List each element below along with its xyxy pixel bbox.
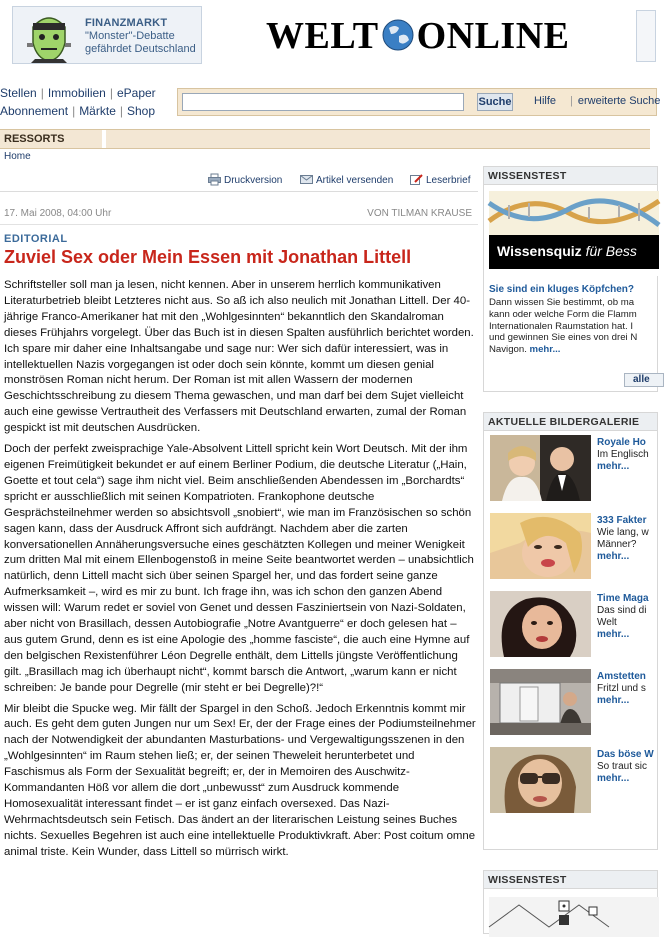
gallery-item[interactable] (490, 513, 665, 583)
right-ad-edge[interactable] (636, 10, 656, 62)
top-banner (0, 0, 650, 70)
ad-title: FINANZMARKT (85, 17, 168, 29)
breadcrumb-home[interactable]: Home (4, 151, 31, 162)
ad-line-1: "Monster"-Debatte (85, 30, 175, 42)
send-label: Artikel versenden (316, 175, 394, 186)
gallery-more-link[interactable]: mehr... (597, 629, 630, 640)
gallery-box-heading: AKTUELLE BILDERGALERIE (484, 413, 657, 431)
nav-link-abonnement[interactable]: Abonnement (0, 104, 69, 118)
monster-face-icon (21, 9, 77, 63)
gallery-text-line: Männer? (597, 539, 637, 550)
gallery-text-line: Das sind di (597, 605, 647, 616)
quiz-teaser-image[interactable] (489, 191, 659, 276)
gallery-item[interactable] (490, 747, 665, 817)
service-links: Stellen | Immobilien | ePaper Abonnement | Märkte | Shop (0, 86, 156, 118)
quiz2-box-heading: WISSENSTEST (484, 871, 657, 889)
ad-text (85, 17, 196, 56)
nav-link-maerkte[interactable]: Märkte (79, 104, 116, 118)
blonde-woman-thumbnail (490, 513, 591, 579)
welt-online-logo[interactable] (266, 14, 569, 58)
gallery-title[interactable]: Das böse W (597, 749, 654, 760)
gallery-more-link[interactable]: mehr... (597, 461, 630, 472)
envelope-icon (300, 174, 313, 185)
pencil-note-icon (410, 174, 423, 185)
nav-link-stellen[interactable]: Stellen (0, 86, 37, 100)
search-bar (177, 88, 661, 116)
nav-link-immobilien[interactable]: Immobilien (47, 86, 106, 100)
search-button[interactable]: Suche (477, 93, 513, 111)
globe-icon (381, 18, 415, 52)
article-headline: Zuviel Sex oder Mein Essen mit Jonathan Littell (4, 247, 412, 267)
gallery-item[interactable] (490, 591, 665, 661)
article-paragraph: Doch der perfekt zweisprachige Yale-Absolvent Littell spricht kein Wort Deutsch. Mit der ihm eigenen Freimütigkeit bekundet er auf einem Berliner Podium, die deutsche Literatur („Hain, Goette et tout cela“) sage ihm nicht viel. Beim anschließenden Abendessen im „Borchardts“ spricht er ausschließlich mit seinen Kompatrioten. Frankophone deutsche Gesprächsteilnehmer werden so absichtsvoll „snobiert“, wie man im Französischen so schön sagen kann, dass der Ausdruck Affront sich aufdrängt. Nachdem aber die zarten konversationellen Annäherungsversuche eines geschätzten Kollegen und meiner Wenigkeit zum dritten Mal mit einem Ellenbogenstoß in meine Seite beantwortet werden – unabsichtlich natürlich, denn Littell macht sich über seinen Spargel her, und das fordert seine ganze Aufmerksamkeit –, wird es mir zu bunt. Ich frage ihn, was ich schon den ganzen Abend wissen will: Warum redet er soviel von Genet und dessen Fasziniertsein von Nazi-Soldaten, aber nicht von Brasillach, dessen Autobiografie „Notre Avantguerre“ er doch gelesen hat – aus gutem Grund, denn es ist eine Apologie des „homme fasciste“, die auch eine Hymne auf den belgischen Rexistenführer Léon Degrelle enthält, dem Littells jüngste Veröffentlichung gilt. „Brasillach mag ich überhaupt nicht“, kommt barsch die Antwort, „warum kann er nicht schreiben: Je bande pour Degrelle (mir steht er bei Degrelle)?!“ (4, 443, 474, 694)
send-article-link[interactable] (300, 174, 393, 186)
gallery-item[interactable] (490, 669, 665, 739)
quiz-more-link[interactable]: mehr... (529, 344, 561, 356)
article-kicker: EDITORIAL (4, 233, 68, 245)
gallery-text-line: Wie lang, w (597, 527, 649, 538)
dna-helix-image (489, 191, 659, 235)
article-author: VON TILMAN KRAUSE (367, 208, 472, 219)
letter-label: Leserbrief (426, 175, 471, 186)
gallery-text (597, 527, 649, 551)
meta-divider (0, 224, 478, 225)
quiz-puzzle-image[interactable] (489, 897, 659, 937)
wedding-photo-thumbnail (490, 435, 591, 501)
ad-line-2: gefährdet Deutschland (85, 43, 196, 55)
quiz-box (483, 166, 658, 392)
gallery-text: Im Englisch (597, 449, 649, 460)
finanzmarkt-ad[interactable] (12, 6, 202, 64)
search-help-link[interactable]: Hilfe (534, 95, 557, 107)
gallery-title[interactable]: 333 Fakter (597, 515, 647, 526)
gallery-more-link[interactable]: mehr... (597, 551, 630, 562)
print-label: Druckversion (224, 175, 283, 186)
gallery-title[interactable]: Amstetten (597, 671, 646, 682)
service-nav (0, 82, 661, 122)
quiz-banner-bold: Wissensquiz (497, 243, 582, 259)
quiz-line: kann oder welche Form die Flamm (489, 308, 637, 320)
quiz-last-line: Navigon. (489, 344, 527, 356)
logo-right-text: ONLINE (416, 15, 570, 57)
article-body (4, 278, 476, 866)
quiz-teaser-text (489, 297, 664, 356)
article-date: 17. Mai 2008, 04:00 Uhr (4, 208, 112, 219)
ressorts-label: RESSORTS (4, 133, 65, 145)
print-version-link[interactable] (208, 174, 282, 186)
gallery-item[interactable] (490, 435, 665, 505)
gallery-text: So traut sic (597, 761, 648, 772)
gallery-box (483, 412, 658, 850)
gallery-text: Fritzl und s (597, 683, 646, 694)
quiz-banner-italic: für Bess (585, 243, 637, 259)
gallery-title[interactable]: Time Maga (597, 593, 649, 604)
quiz-title-link[interactable]: Sie sind ein kluges Köpfchen? (489, 284, 635, 295)
all-quizzes-button[interactable]: alle (624, 373, 664, 387)
quiz-line: und gewinnen Sie eines von drei N (489, 332, 638, 344)
gallery-more-link[interactable]: mehr... (597, 773, 630, 784)
sunglasses-woman-thumbnail (490, 747, 591, 813)
courtroom-thumbnail (490, 669, 591, 735)
quiz-line: Internationalen Raumstation hat. I (489, 320, 633, 332)
gallery-text (597, 605, 646, 629)
quiz-line: Dann wissen Sie bestimmt, ob ma (489, 297, 635, 308)
gallery-more-link[interactable]: mehr... (597, 695, 630, 706)
ressorts-divider (102, 130, 106, 148)
printer-icon (208, 174, 221, 185)
nav-link-shop[interactable]: Shop (127, 104, 156, 118)
quiz-banner (489, 235, 659, 269)
article-paragraph: Mir bleibt die Spucke weg. Mir fällt der Spargel in den Schoß. Jedoch Erkenntnis kommt mir auch. Es geht dem guten Jungen nur um Sex! Er, der der Frage eines der Podiumsteilnehmer nach der Notwendigkeit der abundanten Masturbations- und Vergewaltigungsszenen in den „Wohlgesinnten“ im Raum stehen ließ; er, der seinen Theweleit herunterbetet und Faschismus als Form der Sexualität begreift; er, der in Memoiren des Auschwitz-Kommandanten Höß vor allem die dort „unbewusst“ zum Ausdruck kommende Homosexualität interessant findet – er ist ganz einfach oversexed. Das Nazi-Wehrmachtsdeutsch sein Fetisch. Das ändert an der literarischen Leistung seines Buches nichts. Sexuelles Begehren ist auch eine intellektuelle Produktivkraft. Aber: Post coitum omne animal triste. Kein Wunder, dass Littell so mürrisch wirkt. (4, 702, 476, 858)
advanced-search-link[interactable]: | erweiterte Suche (570, 95, 660, 107)
ressorts-bar[interactable] (0, 129, 650, 149)
reader-letter-link[interactable] (410, 174, 470, 186)
quiz2-box (483, 870, 658, 934)
logo-left-text: WELT (266, 15, 379, 57)
nav-link-epaper[interactable]: ePaper (116, 86, 156, 100)
gallery-text-line: Welt (597, 617, 617, 628)
gallery-title[interactable]: Royale Ho (597, 437, 646, 448)
article-paragraph: Schriftsteller soll man ja lesen, nicht kennen. Aber in unserem herrlich kommunikativen Literaturbetrieb bleibt Letzteres nicht aus. So aß ich also neulich mit Jonathan Littell. Der 40-jährige Franco-Amerikaner hat mit den „Wohlgesinnten“ bekanntlich den Skandalroman dieses Frühjahrs vorgelegt. Über das Buch ist in diesen Spalten ausführlich berichtet worden. Ich spare mir daher eine Inhaltsangabe und sage nur: Wer sich dafür interessiert, was in intellektuellen Nazis vorgegangen ist oder doch sein könnte, kommt um diesen genial monströsen Roman nicht herum. Der Roman ist mit allen Wassern der modernen Geschichtsschreibung zu diesem Thema gewaschen, und man darf bei dem Sujet vielleicht auch eine gewisse Vertrautheit des Verfassers mit Deutschland erwarten, zumal der Roman gespickt ist mit deutschen Ausdrücken. (4, 279, 474, 435)
article-toolbar (0, 170, 478, 192)
search-input[interactable] (182, 93, 464, 111)
quiz-box-heading: WISSENSTEST (484, 167, 657, 185)
dark-hair-woman-thumbnail (490, 591, 591, 657)
quiz-line-last (489, 344, 664, 356)
